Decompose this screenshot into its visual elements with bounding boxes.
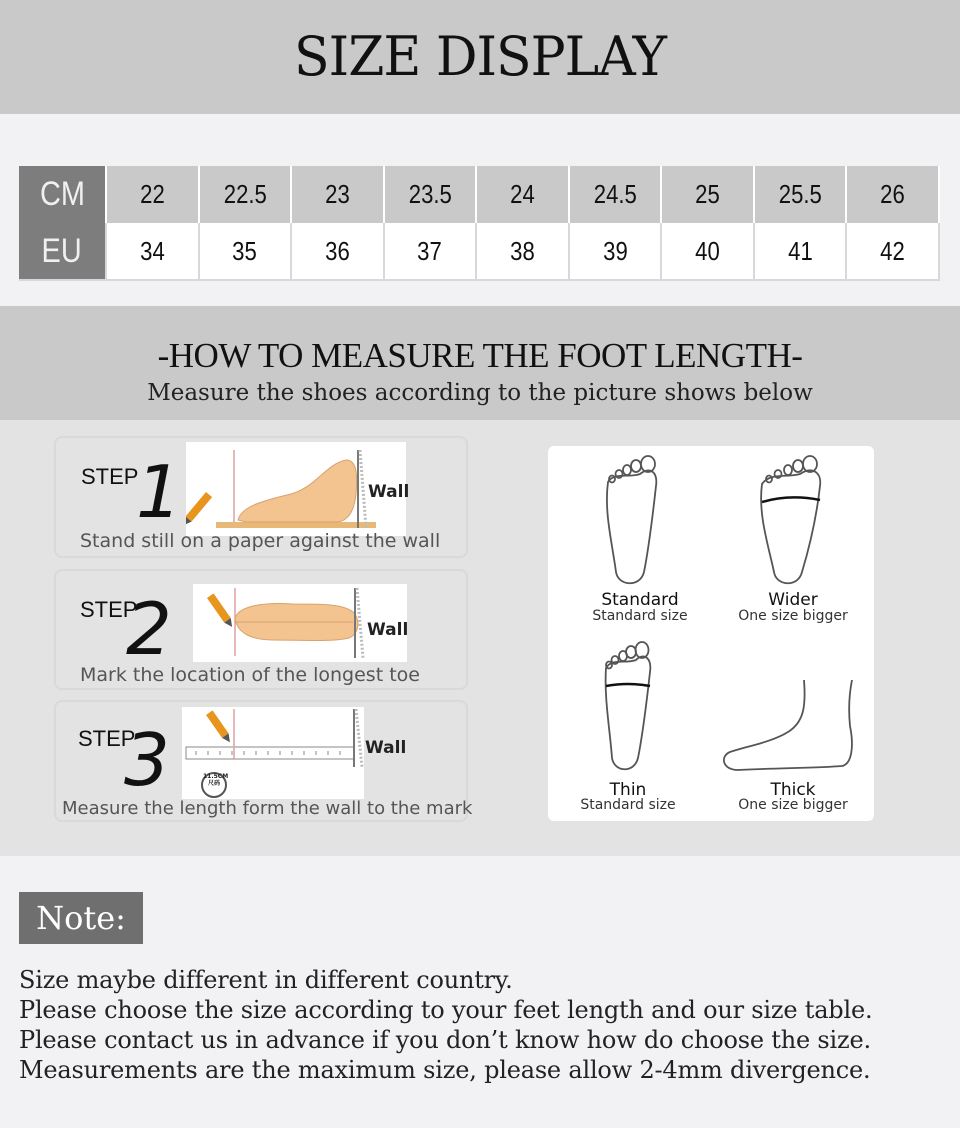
step-3-word: STEP	[78, 726, 136, 751]
step-2-word: STEP	[80, 597, 138, 622]
row-head-cm: CM	[19, 166, 106, 223]
foot-wider-label: Wider	[768, 590, 818, 610]
cm-cell: 25.5	[754, 166, 847, 223]
eu-cell: 35	[199, 223, 292, 280]
measure-subheading: Measure the shoes according to the picture shows below	[147, 380, 813, 406]
foot-thick-sub: One size bigger	[738, 797, 848, 813]
step-3-caption: Measure the length form the wall to the mark	[62, 798, 473, 819]
step-1-number: 1	[136, 450, 182, 534]
cm-cell: 23	[291, 166, 384, 223]
cm-cell: 23.5	[384, 166, 477, 223]
note-line: Size maybe different in different country.	[19, 966, 513, 994]
step-3-number: 3	[124, 718, 170, 802]
pencil-icon	[206, 710, 233, 744]
size-row-eu	[19, 223, 939, 280]
pencil-icon	[207, 593, 235, 629]
foot-standard-label: Standard	[601, 590, 679, 610]
eu-cell: 37	[384, 223, 477, 280]
note-title-box	[19, 892, 143, 944]
eu-cell: 42	[846, 223, 939, 280]
size-table	[19, 166, 940, 281]
note-line: Please contact us in advance if you don’t know how do choose the size.	[19, 1026, 871, 1054]
note-lines	[19, 965, 949, 1085]
pencil-icon	[186, 492, 212, 528]
step-1-wall-label: Wall	[368, 482, 410, 502]
eu-cell: 34	[106, 223, 199, 280]
eu-cell: 40	[661, 223, 754, 280]
thick-foot-icon	[718, 676, 858, 776]
step-1-caption: Stand still on a paper against the wall	[80, 530, 441, 552]
cm-cell: 24	[476, 166, 569, 223]
cm-cell: 22	[106, 166, 199, 223]
cm-cell: 24.5	[569, 166, 662, 223]
foot-thick-label: Thick	[770, 780, 816, 800]
step-2-wall-label: Wall	[367, 620, 409, 640]
step-2-number: 2	[126, 587, 172, 671]
eu-cell: 38	[476, 223, 569, 280]
foot-wider-sub: One size bigger	[738, 608, 848, 624]
step-3-card	[54, 700, 473, 822]
standard-foot-icon	[600, 452, 664, 592]
page-title: SIZE DISPLAY	[294, 25, 666, 89]
eu-cell: 41	[754, 223, 847, 280]
step-2-card	[54, 569, 468, 690]
cm-cell: 25	[661, 166, 754, 223]
eu-cell: 36	[291, 223, 384, 280]
eu-cell: 39	[569, 223, 662, 280]
foot-thin-label: Thin	[609, 780, 647, 800]
note-title: Note:	[36, 899, 126, 937]
row-head-eu: EU	[19, 223, 106, 280]
size-display-banner	[0, 0, 960, 114]
step-3-ruler-mark: 11.5CM 尺码	[203, 773, 229, 787]
step-1-card	[54, 436, 468, 558]
step-1-word: STEP	[81, 464, 139, 489]
thin-foot-icon	[598, 638, 658, 778]
note-line: Measurements are the maximum size, please allow 2-4mm divergence.	[19, 1056, 871, 1084]
cm-cell: 22.5	[199, 166, 292, 223]
measure-banner	[0, 306, 960, 420]
step-3-wall-label: Wall	[365, 738, 407, 758]
foot-types-card	[548, 446, 874, 821]
foot-standard-sub: Standard size	[592, 608, 688, 624]
foot-thin-sub: Standard size	[580, 797, 676, 813]
size-row-cm	[19, 166, 939, 223]
wider-foot-icon	[756, 452, 828, 592]
step-2-caption: Mark the location of the longest toe	[80, 664, 420, 686]
measure-heading: -HOW TO MEASURE THE FOOT LENGTH-	[157, 336, 803, 375]
cm-cell: 26	[846, 166, 939, 223]
note-line: Please choose the size according to your feet length and our size table.	[19, 996, 873, 1024]
